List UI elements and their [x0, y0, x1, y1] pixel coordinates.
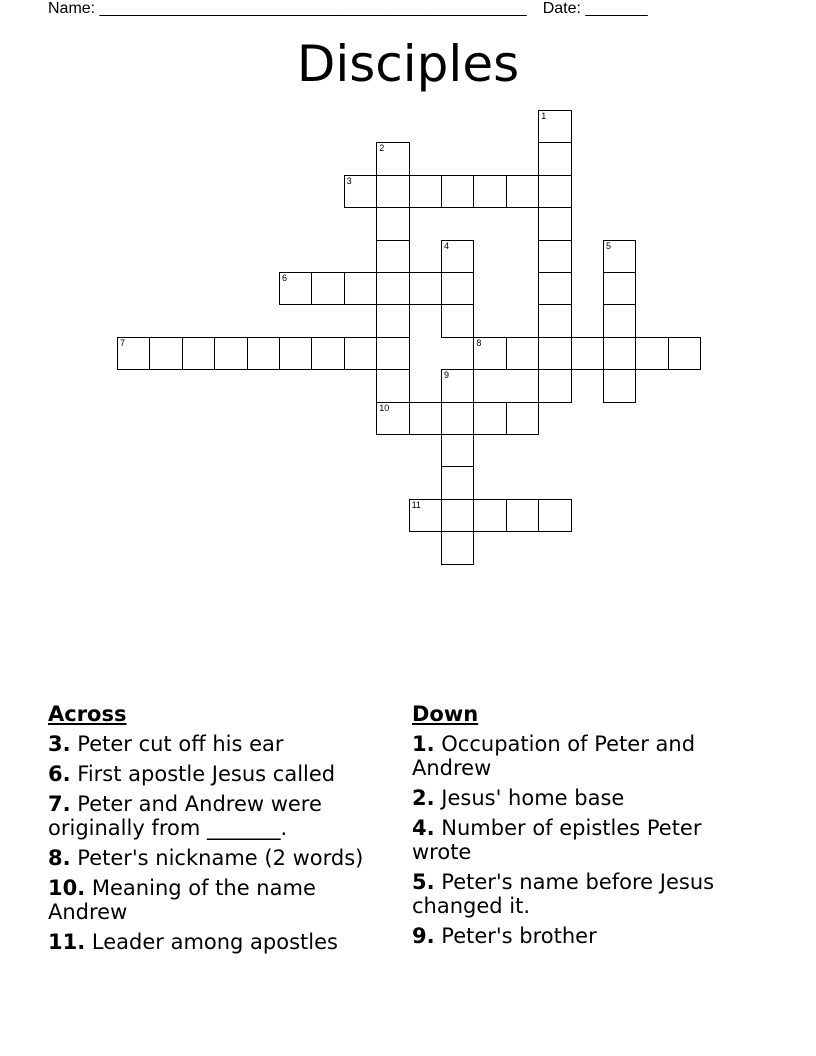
clue-text: First apostle Jesus called: [77, 762, 336, 786]
clue-number: 10.: [48, 876, 86, 900]
grid-cell[interactable]: [376, 240, 409, 273]
clue-text: Peter's nickname (2 words): [77, 846, 364, 870]
cell-number: 2: [379, 143, 385, 154]
grid-cell[interactable]: [538, 369, 571, 402]
cell-number: 5: [606, 240, 612, 251]
grid-cell[interactable]: [149, 337, 182, 370]
grid-cell[interactable]: [538, 272, 571, 305]
grid-cell[interactable]: [409, 272, 442, 305]
grid-cell[interactable]: [441, 272, 474, 305]
cell-number: 8: [476, 337, 482, 348]
clue-number: 9.: [412, 924, 435, 948]
grid-cell[interactable]: [376, 207, 409, 240]
grid-cell[interactable]: [344, 337, 377, 370]
grid-cell[interactable]: [473, 499, 506, 532]
clue-text: Meaning of the name Andrew: [48, 876, 316, 924]
cell-number: 7: [120, 337, 126, 348]
grid-cell[interactable]: [376, 337, 409, 370]
grid-cell[interactable]: [441, 304, 474, 337]
grid-cell[interactable]: [376, 304, 409, 337]
clue-text: Peter's brother: [441, 924, 597, 948]
grid-cell[interactable]: [182, 337, 215, 370]
grid-cell[interactable]: [506, 402, 539, 435]
grid-cell[interactable]: [538, 175, 571, 208]
clue-text: Number of epistles Peter wrote: [412, 816, 702, 864]
grid-cell[interactable]: [441, 434, 474, 467]
clue-number: 7.: [48, 792, 71, 816]
cell-number: 10: [379, 402, 390, 413]
cell-number: 11: [411, 499, 421, 510]
down-heading: Down: [412, 702, 479, 726]
grid-cell[interactable]: [279, 272, 312, 305]
clue-item: [412, 732, 752, 780]
grid-cell[interactable]: [603, 240, 636, 273]
clue-number: 4.: [412, 816, 435, 840]
cell-number: 6: [282, 273, 288, 283]
page-title: Disciples: [296, 35, 520, 93]
clue-item: [48, 876, 398, 924]
grid-cell[interactable]: [603, 369, 636, 402]
crossword-grid: [117, 110, 700, 565]
cell-number: 1: [541, 111, 547, 121]
grid-cell[interactable]: [538, 240, 571, 273]
date-label: Date: _______: [542, 0, 648, 17]
clue-text: Peter's name before Jesus changed it.: [412, 870, 715, 918]
grid-cell[interactable]: [311, 272, 344, 305]
clue-item: [48, 846, 398, 870]
grid-cell[interactable]: [538, 207, 571, 240]
grid-cell[interactable]: [538, 304, 571, 337]
grid-cell[interactable]: [409, 402, 442, 435]
clue-text: Occupation of Peter and Andrew: [412, 732, 696, 780]
grid-cell[interactable]: [473, 402, 506, 435]
grid-cell[interactable]: [441, 466, 474, 499]
clue-item: [48, 792, 398, 840]
grid-cell[interactable]: [571, 337, 604, 370]
clue-item: [412, 786, 752, 810]
grid-cell[interactable]: [603, 337, 636, 370]
grid-cell[interactable]: [409, 175, 442, 208]
grid-cell[interactable]: [376, 142, 409, 175]
grid-cell[interactable]: [473, 337, 506, 370]
grid-cell[interactable]: [635, 337, 668, 370]
grid-cell[interactable]: [668, 337, 701, 370]
grid-cell[interactable]: [214, 337, 247, 370]
clue-number: 8.: [48, 846, 71, 870]
clue-item: [48, 762, 398, 786]
across-clues: [48, 702, 398, 960]
grid-cell[interactable]: [538, 110, 571, 143]
clue-item: [48, 930, 398, 954]
grid-cell[interactable]: [344, 272, 377, 305]
grid-cell[interactable]: [473, 175, 506, 208]
grid-cell[interactable]: [279, 337, 312, 370]
name-label: Name: ________________________________________________: [48, 0, 527, 17]
grid-cell[interactable]: [538, 142, 571, 175]
clue-number: 1.: [412, 732, 435, 756]
clue-text: Leader among apostles: [91, 930, 338, 954]
clue-item: [412, 870, 752, 918]
clue-number: 5.: [412, 870, 435, 894]
clue-item: [48, 732, 398, 756]
grid-cell[interactable]: [376, 175, 409, 208]
grid-cell[interactable]: [441, 531, 474, 564]
grid-cell[interactable]: [441, 175, 474, 208]
grid-cell[interactable]: [506, 337, 539, 370]
cell-number: 4: [444, 240, 450, 251]
grid-cell[interactable]: [538, 337, 571, 370]
grid-cell[interactable]: [538, 499, 571, 532]
grid-cell[interactable]: [441, 369, 474, 402]
grid-cell[interactable]: [344, 175, 377, 208]
grid-cell[interactable]: [603, 272, 636, 305]
clue-number: 3.: [48, 732, 71, 756]
grid-cell[interactable]: [506, 175, 539, 208]
clue-number: 2.: [412, 786, 435, 810]
grid-cell[interactable]: [247, 337, 280, 370]
name-date-line: [48, 0, 648, 18]
down-clues: [412, 702, 752, 954]
grid-cell[interactable]: [441, 499, 474, 532]
grid-cell[interactable]: [376, 272, 409, 305]
clue-number: 6.: [48, 762, 71, 786]
grid-cell[interactable]: [117, 337, 150, 370]
grid-cell[interactable]: [311, 337, 344, 370]
clue-text: Jesus' home base: [441, 786, 625, 810]
grid-cell[interactable]: [603, 304, 636, 337]
clue-number: 11.: [48, 930, 86, 954]
clue-item: [412, 816, 752, 864]
grid-cell[interactable]: [506, 499, 539, 532]
grid-cell[interactable]: [376, 369, 409, 402]
grid-cell[interactable]: [441, 240, 474, 273]
grid-cell[interactable]: [441, 402, 474, 435]
grid-cell[interactable]: [376, 402, 409, 435]
clue-text: Peter cut off his ear: [77, 732, 284, 756]
clue-item: [412, 924, 752, 948]
cell-number: 9: [444, 370, 450, 381]
cell-number: 3: [346, 175, 352, 186]
across-heading: Across: [48, 702, 127, 726]
clue-text: Peter and Andrew were originally from _______.: [48, 792, 322, 840]
grid-cell[interactable]: [409, 499, 442, 532]
